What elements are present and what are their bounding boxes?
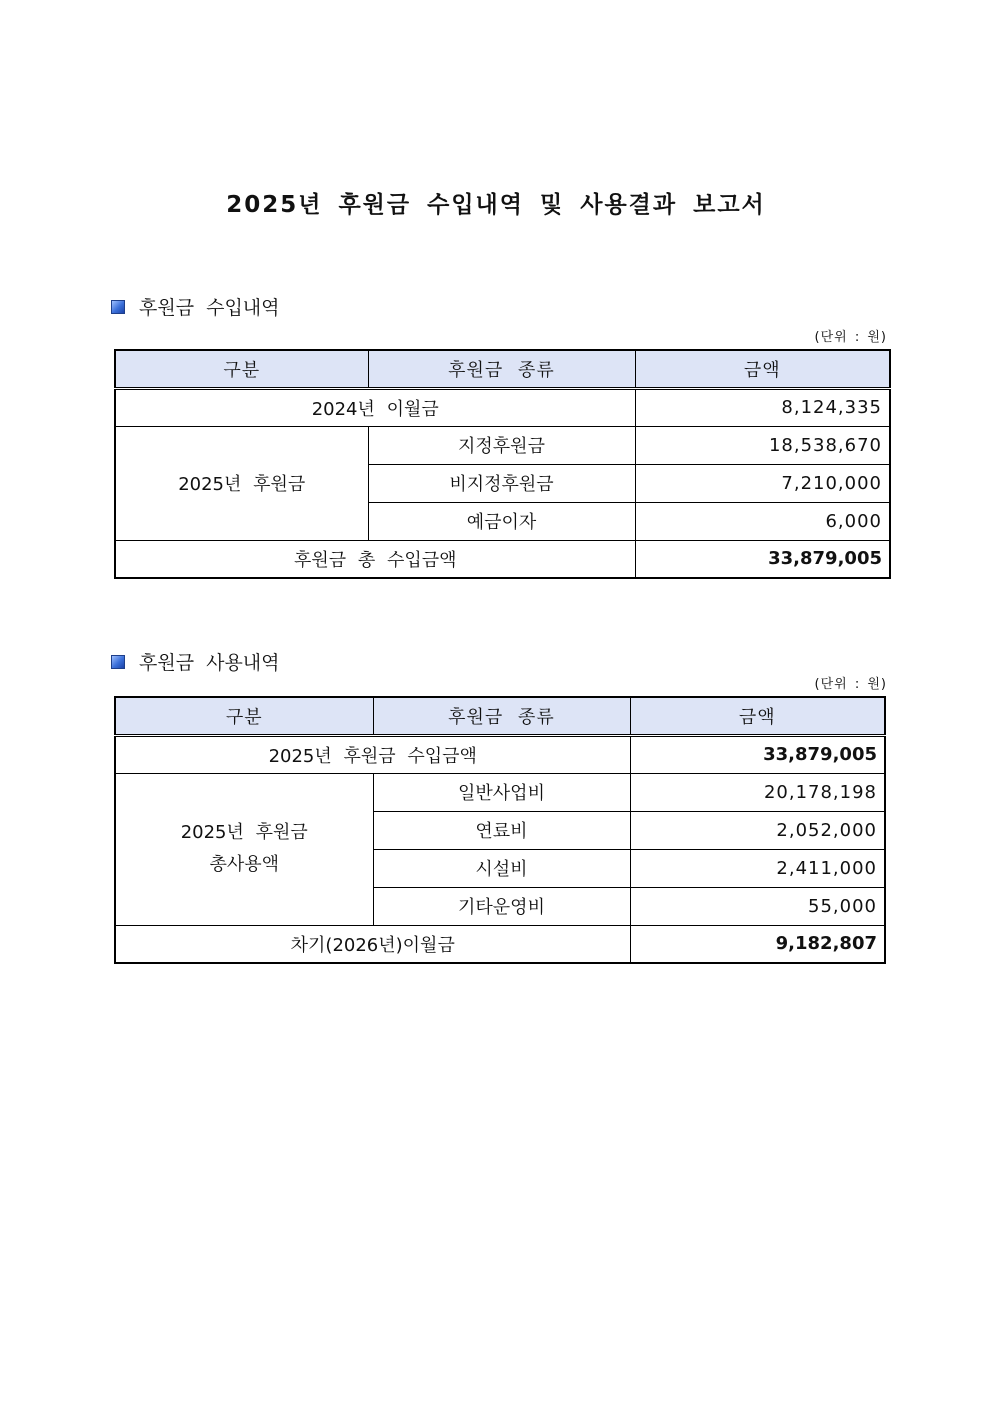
section-heading-expense [111,648,280,675]
square-bullet-icon [111,300,125,314]
spending-type: 시설비 [373,849,630,887]
unit-note: (단위 : 원) [814,330,887,345]
table-row-total [115,925,885,963]
spending-group-label-line1: 2025년 후원금 [180,822,308,843]
header-type: 후원금 종류 [368,350,635,388]
section-heading-label: 후원금 사용내역 [139,652,280,674]
total-income-label: 후원금 총 수입금액 [115,540,635,578]
spending-type: 기타운영비 [373,887,630,925]
donation-amount: 18,538,670 [635,426,890,464]
total-income-amount: 33,879,005 [635,540,890,578]
expense-table [114,696,886,964]
header-type: 후원금 종류 [373,697,630,735]
next-carryover-label: 차기(2026년)이월금 [115,925,630,963]
next-carryover-amount: 9,182,807 [630,925,885,963]
spending-group-label [115,773,373,925]
spending-amount: 2,052,000 [630,811,885,849]
table-row [115,388,890,426]
table-row [115,735,885,773]
income-table [114,349,891,579]
table-row [115,426,890,464]
income-total-label: 2025년 후원금 수입금액 [115,735,630,773]
income-total-amount: 33,879,005 [630,735,885,773]
donation-type: 비지정후원금 [368,464,635,502]
donation-group-label: 2025년 후원금 [115,426,368,540]
header-amount: 금액 [630,697,885,735]
spending-group-label-line2: 총사용액 [209,854,280,875]
table-row-total [115,540,890,578]
spending-amount: 55,000 [630,887,885,925]
unit-note: (단위 : 원) [814,677,887,692]
section-heading-label: 후원금 수입내역 [139,297,280,319]
carryover-amount: 8,124,335 [635,388,890,426]
header-category: 구분 [115,697,373,735]
carryover-label: 2024년 이월금 [115,388,635,426]
section-heading-income [111,293,280,320]
table-header-row [115,697,885,735]
spending-type: 일반사업비 [373,773,630,811]
table-row [115,773,885,811]
donation-amount: 7,210,000 [635,464,890,502]
document-title: 2025년 후원금 수입내역 및 사용결과 보고서 [226,192,766,218]
table-header-row [115,350,890,388]
header-category: 구분 [115,350,368,388]
spending-amount: 20,178,198 [630,773,885,811]
spending-type: 연료비 [373,811,630,849]
donation-type: 예금이자 [368,502,635,540]
spending-amount: 2,411,000 [630,849,885,887]
header-amount: 금액 [635,350,890,388]
donation-amount: 6,000 [635,502,890,540]
square-bullet-icon [111,655,125,669]
donation-type: 지정후원금 [368,426,635,464]
